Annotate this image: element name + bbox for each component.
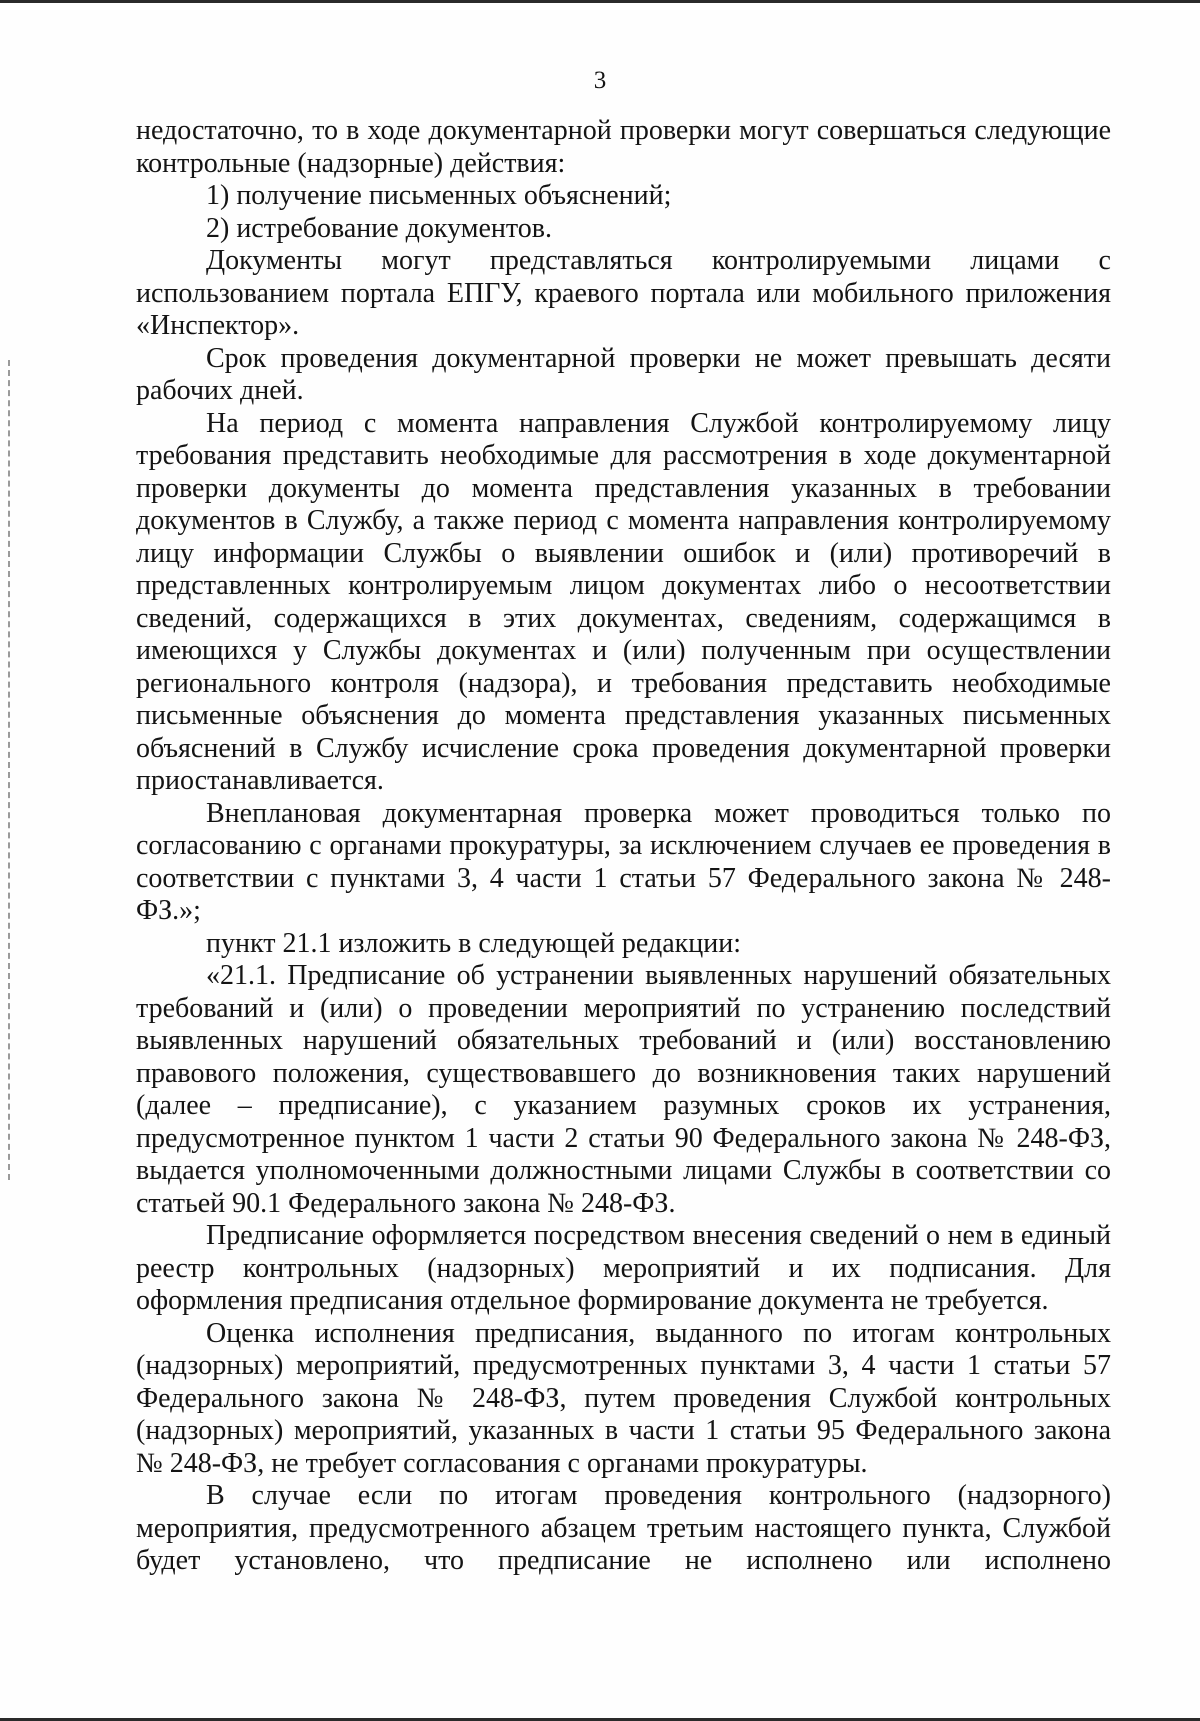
paragraph-6: На период с момента направления Службой контролируемому лицу требования представить необходимые для рассмотрения в ходе документарной проверки документы до момента представления указанных в требовании документов в Службу, а также период с момента направления контролируемому лицу информации Службы о выявлении ошибок и (или) противоречий в представленных контролируемым лицом документах либо о несоответствии сведений, содержащихся в этих документах, сведениям, содержащимся в имеющихся у Службы документах и (или) полученным при осуществлении регионального контроля (надзора), и требования представить необходимые письменные объяснения до момента представления указанных письменных объяснений в Службу исчисление срока проведения документарной проверки приостанавливается.	[136, 407, 1111, 796]
paragraph-7: Внеплановая документарная проверка может проводиться только по согласованию с органами прокуратуры, за исключением случаев ее проведения в соответствии с пунктами 3, 4 части 1 статьи 57 Федерального закона № 248-ФЗ.»;	[136, 797, 1111, 926]
paragraph-12: В случае если по итогам проведения контрольного (надзорного) мероприятия, предусмотренного абзацем третьим настоящего пункта, Службой будет установлено, что предписание не исполнено или исполнено	[136, 1480, 1111, 1576]
paragraph-4: Документы могут представляться контролируемыми лицами с использованием портала ЕПГУ, краевого портала или мобильного приложения «Инспектор».	[136, 245, 1111, 341]
paragraph-10: Предписание оформляется посредством внесения сведений о нем в единый реестр контрольных (надзорных) мероприятий и их подписания. Для оформления предписания отдельное формирование документа не требуется.	[136, 1220, 1111, 1316]
paragraph-8: пункт 21.1 изложить в следующей редакции:	[206, 927, 741, 959]
top-scan-edge	[0, 0, 1200, 3]
paragraph-2: 1) получение письменных объяснений;	[206, 180, 672, 211]
left-scan-edge	[8, 360, 10, 1180]
paragraph-1: недостаточно, то в ходе документарной проверки могут совершаться следующие контрольные (надзорные) действия:	[136, 115, 1111, 179]
page-number: 3	[593, 67, 607, 94]
paragraph-3: 2) истребование документов.	[206, 212, 552, 244]
paragraph-11: Оценка исполнения предписания, выданного по итогам контрольных (надзорных) мероприятий, предусмотренных пунктами 3, 4 части 1 статьи 57 Федерального закона № 248-ФЗ, путем проведения Службой контрольных (надзорных) мероприятий, указанных в части 1 статьи 95 Федерального закона № 248-ФЗ, не требует согласования с органами прокуратуры.	[136, 1317, 1111, 1479]
paragraph-5: Срок проведения документарной проверки не может превышать десяти рабочих дней.	[136, 342, 1111, 406]
paragraph-9: «21.1. Предписание об устранении выявленных нарушений обязательных требований и (или) о проведении мероприятий по устранению последствий выявленных нарушений обязательных требований и (или) восстановлению правового положения, существовавшего до возникновения таких нарушений (далее – предписание), с указанием разумных сроков их устранения, предусмотренное пунктом 1 части 2 статьи 90 Федерального закона № 248-ФЗ, выдается уполномоченными должностными лицами Службы в соответствии со статьей 90.1 Федерального закона № 248-ФЗ.	[136, 960, 1111, 1219]
document-body	[136, 115, 1111, 1578]
